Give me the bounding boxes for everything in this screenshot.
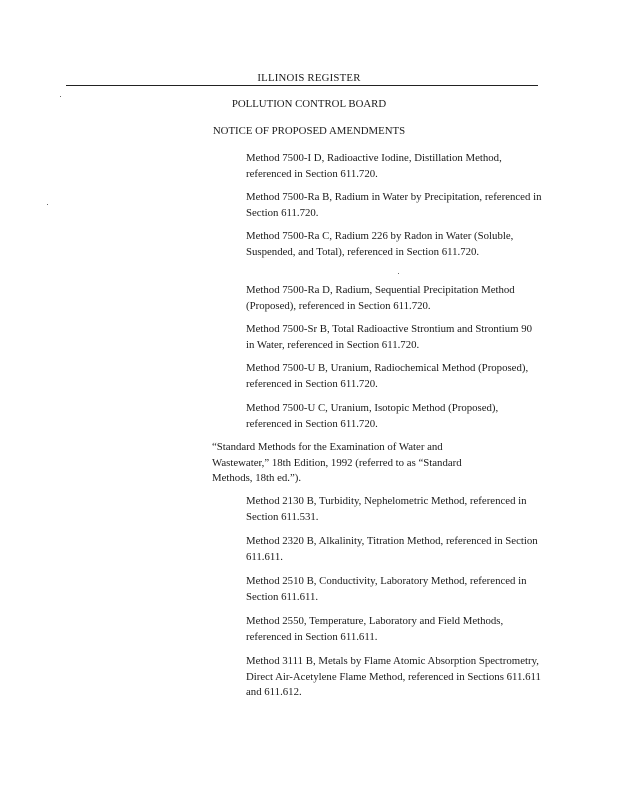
method-entry: Method 2130 B, Turbidity, Nephelometric Method, referenced in Section 611.531. [246,495,527,523]
method-entry: Method 7500-U C, Uranium, Isotopic Method (Proposed), referenced in Section 611.720. [246,402,499,430]
method-entry: Method 2550, Temperature, Laboratory and Field Methods, referenced in Section 611.611. [246,615,504,643]
notice-title: NOTICE OF PROPOSED AMENDMENTS [212,125,406,137]
method-entry: Method 3111 B, Metals by Flame Atomic Absorption Spectrometry, Direct Air-Acetylene Flame Method, referenced in Sections 611.611 and 611.612. [246,655,541,698]
scan-speck [47,204,48,205]
scan-speck [398,273,399,274]
method-entry: Method 7500-U B, Uranium, Radiochemical Method (Proposed), referenced in Section 611.720. [246,362,529,390]
board-title: POLLUTION CONTROL BOARD [231,98,387,110]
header-rule [66,85,538,86]
method-entry: Method 7500-Ra C, Radium 226 by Radon in Water (Soluble, Suspended, and Total), referenced in Section 611.720. [246,230,514,258]
method-entry: Method 7500-I D, Radioactive Iodine, Distillation Method, referenced in Section 611.720. [246,152,502,180]
register-title: ILLINOIS REGISTER [257,72,361,84]
standard-methods-heading: “Standard Methods for the Examination of Water and Wastewater,” 18th Edition, 1992 (referred to as “Standard Methods, 18th ed.”). [212,441,462,484]
method-entry: Method 7500-Sr B, Total Radioactive Strontium and Strontium 90 in Water, referenced in Section 611.720. [246,323,533,351]
method-entry: Method 2320 B, Alkalinity, Titration Method, referenced in Section 611.611. [246,535,538,563]
method-entry: Method 2510 B, Conductivity, Laboratory Method, referenced in Section 611.611. [246,575,527,603]
method-entry: Method 7500-Ra B, Radium in Water by Precipitation, referenced in Section 611.720. [246,191,542,219]
scan-speck [60,96,61,97]
method-entry: Method 7500-Ra D, Radium, Sequential Precipitation Method (Proposed), referenced in Section 611.720. [246,284,515,312]
